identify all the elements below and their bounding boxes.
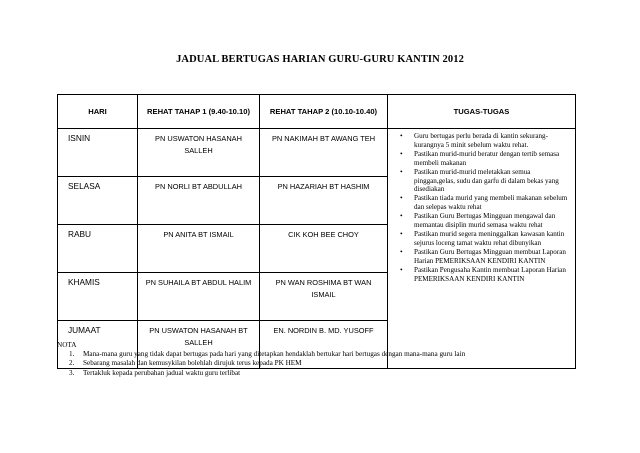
- tasks-cell: [388, 129, 576, 369]
- slot2-cell: [260, 129, 388, 177]
- task-item: • Guru bertugas perlu berada di kantin sekurang-kurangnya 5 minit sebelum waktu rehat.: [388, 132, 569, 150]
- day-cell: ISNIN: [58, 129, 138, 177]
- header-slot2: REHAT TAHAP 2 (10.10-10.40): [260, 95, 388, 129]
- task-item: • Pastikan murid-murid meletakkan semua pinggan,gelas, sudu dan garfu di dalam bekas yang disediakan: [388, 168, 569, 195]
- slot1-name: PN NORLI BT ABDULLAH: [155, 182, 242, 191]
- slot1-name: PN SUHAILA BT ABDUL HALIM: [145, 278, 252, 287]
- day-cell: RABU: [58, 225, 138, 273]
- slot1-cell: [138, 129, 260, 177]
- slot2-name: PN NAKIMAH BT AWANG TEH: [271, 134, 376, 143]
- slot1-name: PN USWATON HASANAH BT SALLEH: [149, 326, 248, 347]
- slot1-cell: [138, 273, 260, 321]
- nota-label: NOTA: [57, 341, 77, 349]
- slot2-name: PN WAN ROSHIMA BT WAN ISMAIL: [275, 278, 372, 299]
- task-item: • Pastikan murid-murid beratur dengan tertib semasa membeli makanan: [388, 150, 569, 168]
- header-slot1: REHAT TAHAP 1 (9.40-10.10): [138, 95, 260, 129]
- note-text: Tertakluk kepada perubahan jadual waktu guru terlibat: [83, 368, 241, 377]
- note-number: 1.: [69, 350, 75, 358]
- note-number: 2.: [69, 359, 75, 368]
- day-cell: KHAMIS: [58, 273, 138, 321]
- slot1-cell: [138, 225, 260, 273]
- task-item: • Pastikan Guru Bertugas Mingguan mengawal dan memantau disiplin murid semasa waktu rehat: [388, 212, 569, 230]
- day-cell: SELASA: [58, 177, 138, 225]
- slot1-cell: [138, 177, 260, 225]
- task-item: • Pastikan tiada murid yang membeli makanan sebelum dan selepas waktu rehat: [388, 194, 569, 212]
- slot2-name: EN. NORDIN B. MD. YUSOFF: [273, 326, 374, 335]
- slot2-cell: [260, 273, 388, 321]
- document-title: JADUAL BERTUGAS HARIAN GURU-GURU KANTIN 2012: [176, 54, 464, 65]
- slot2-cell: [260, 225, 388, 273]
- slot2-cell: [260, 177, 388, 225]
- table-header-row: [58, 95, 576, 129]
- duty-table: [57, 94, 576, 369]
- note-number: 3.: [69, 368, 75, 377]
- note-item: [57, 350, 465, 359]
- slot1-name: PN ANITA BT ISMAIL: [163, 230, 234, 239]
- note-item: [57, 359, 465, 368]
- day-cell: JUMAAT: [58, 321, 138, 369]
- slot2-name: PN HAZARIAH BT HASHIM: [277, 182, 370, 191]
- task-item: • Pastikan murid segera meninggalkan kawasan kantin sejurus loceng tamat waktu rehat dibunyikan: [388, 230, 569, 248]
- table-row: [58, 129, 576, 177]
- slot1-name: PN USWATON HASANAH SALLEH: [155, 134, 242, 155]
- notes-list: [57, 350, 465, 378]
- header-day: HARI: [58, 95, 138, 129]
- task-item: • Pastikan Pengusaha Kantin membuat Laporan Harian PEMERIKSAAN KENDIRI KANTIN: [388, 266, 569, 284]
- slot2-name: CIK KOH BEE CHOY: [288, 230, 359, 239]
- note-item: [57, 369, 465, 378]
- note-text: Mana-mana guru yang tidak dapat bertugas pada hari yang ditetapkan hendaklah bertukar hari bertugas dengan mana-mana guru lain: [83, 350, 466, 358]
- header-tasks: TUGAS-TUGAS: [388, 95, 576, 129]
- task-list: [388, 132, 569, 283]
- note-text: Sebarang masalah dan kemusykilan bolehlah dirujuk terus kepada PK HEM: [83, 359, 302, 368]
- task-item: • Pastikan Guru Bertugas Mingguan membuat Laporan Harian PEMERIKSAAN KENDIRI KANTIN: [388, 248, 569, 266]
